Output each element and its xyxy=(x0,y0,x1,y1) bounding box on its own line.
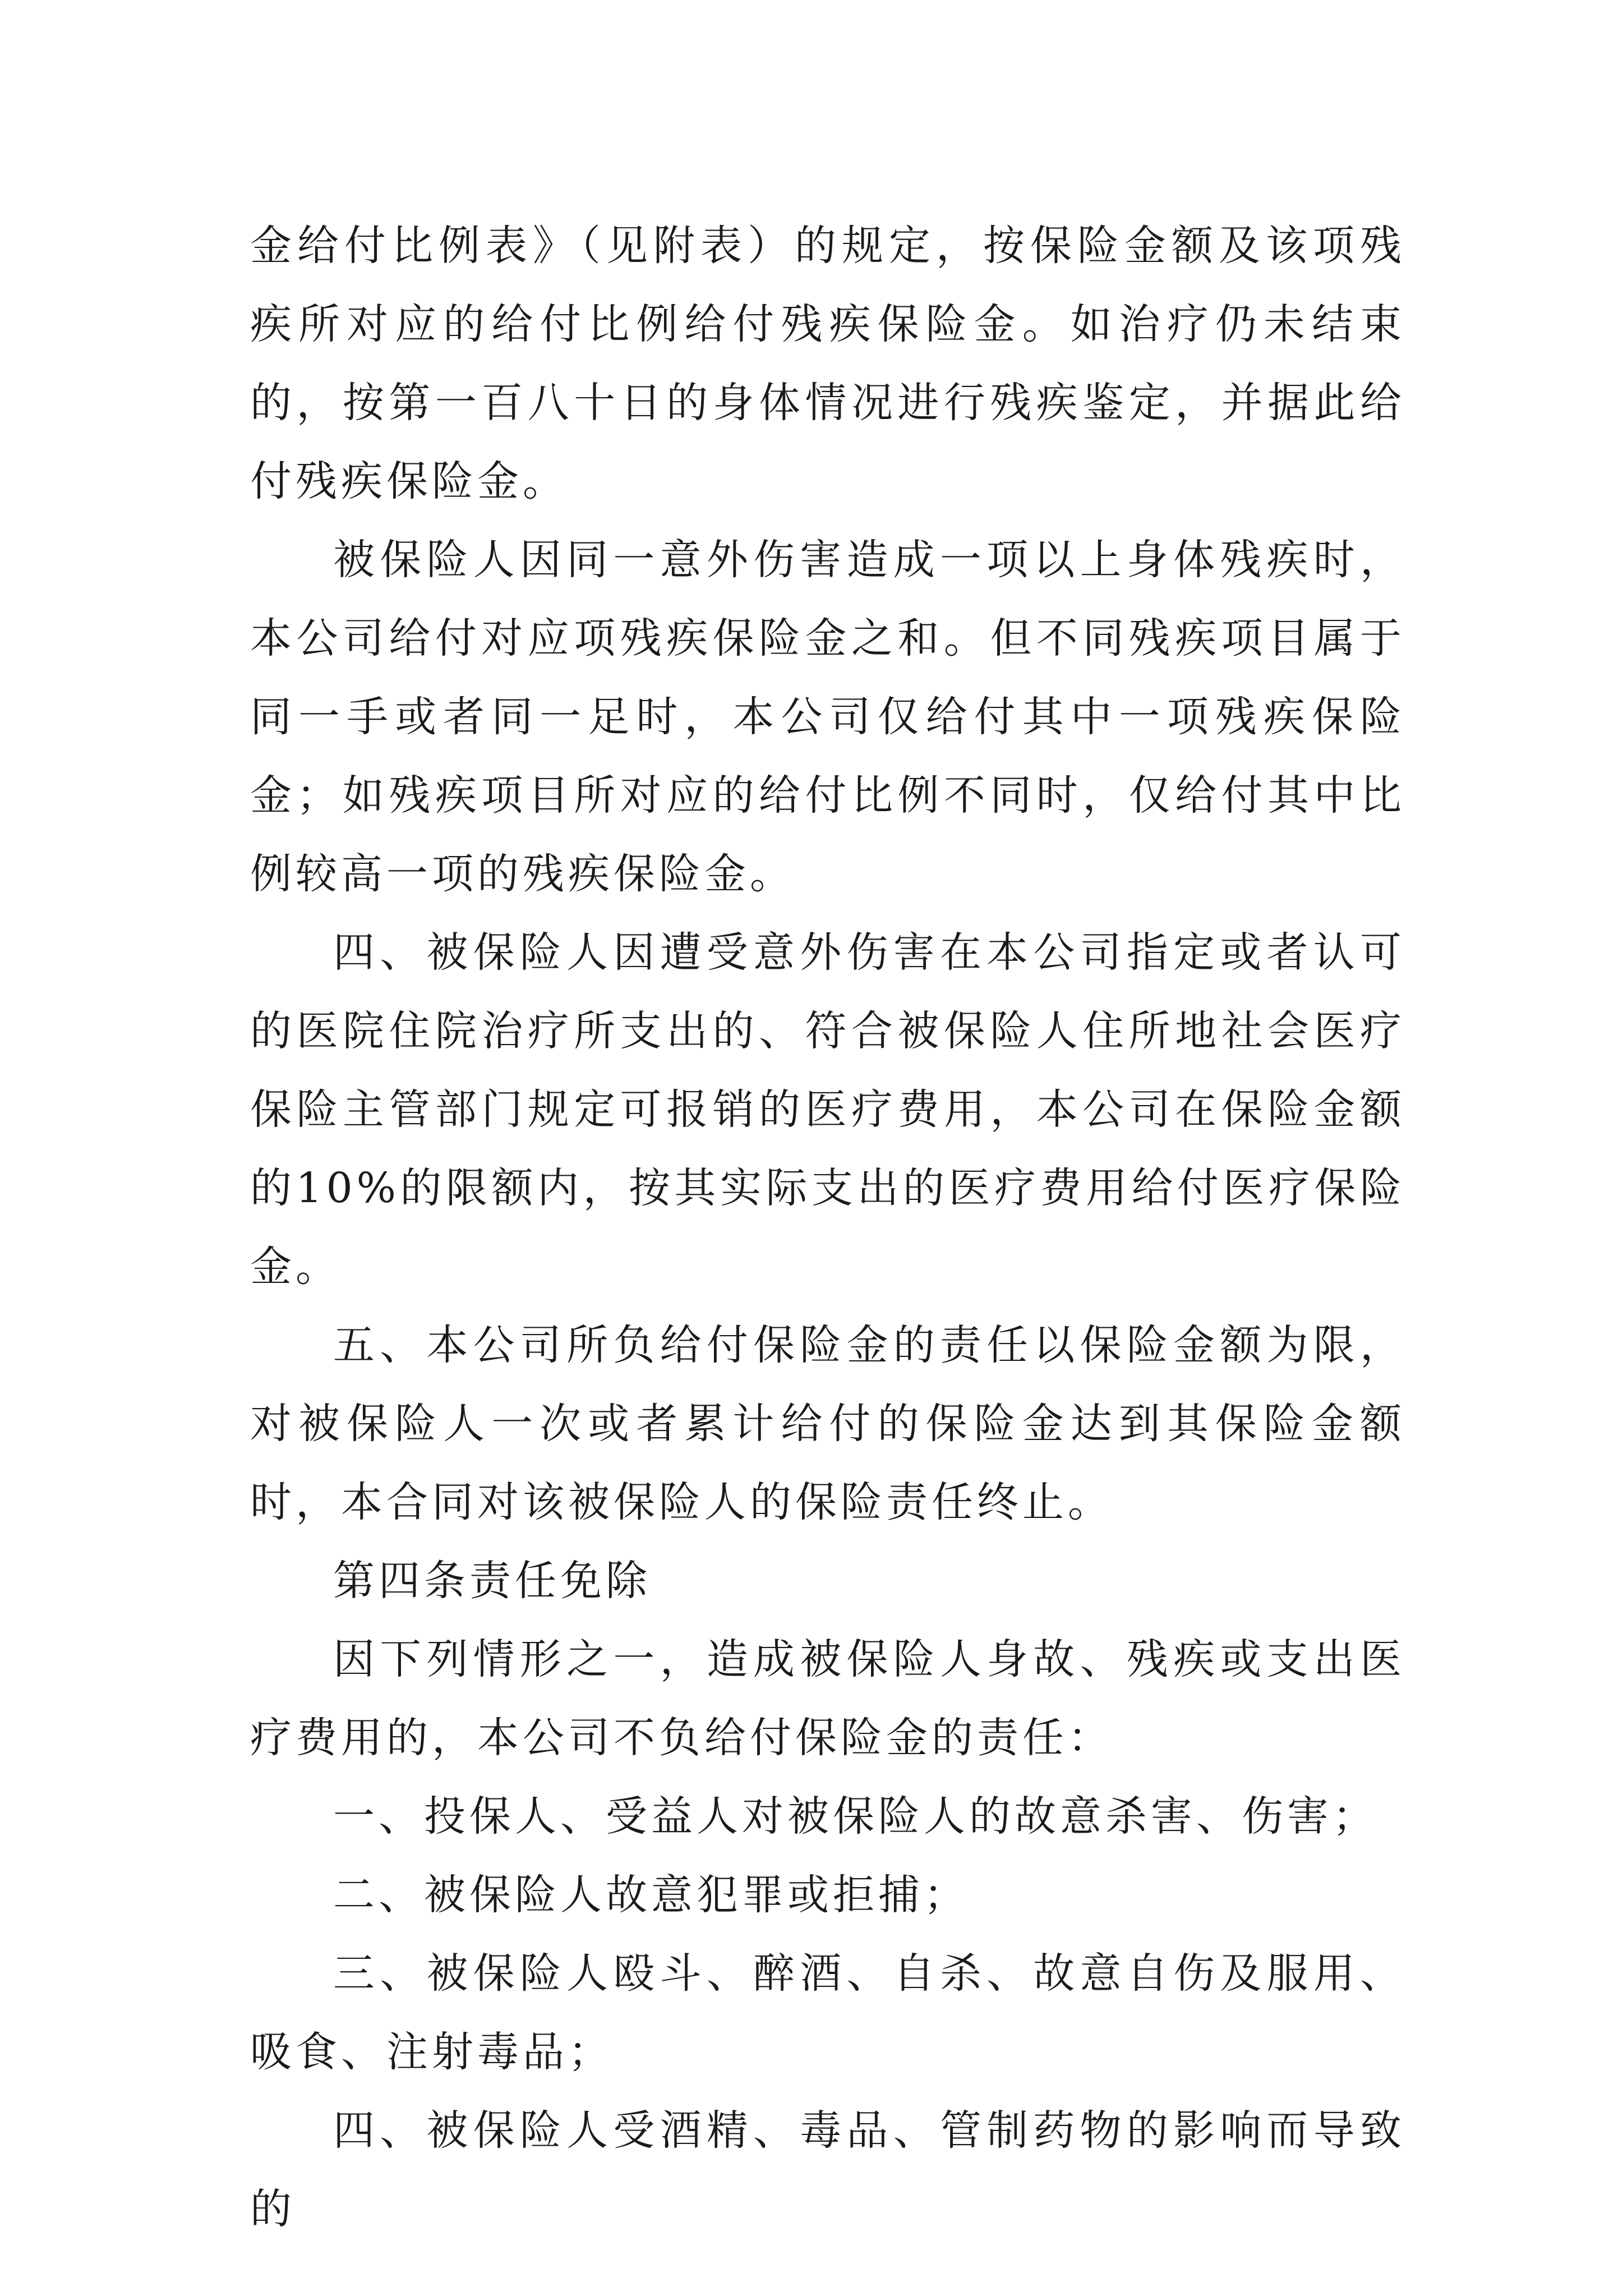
paragraph-continuation: 金给付比例表》（见附表）的规定，按保险金额及该项残疾所对应的给付比例给付残疾保险金。如治疗仍未结束的，按第一百八十日的身体情况进行残疾鉴定，并据此给付残疾保险金。 xyxy=(250,222,1405,505)
section-heading-article-four: 第四条责任免除 xyxy=(333,1557,651,1605)
exclusion-item-three: 三、被保险人殴斗、醉酒、自杀、故意自伤及服用、吸食、注射毒品； xyxy=(250,1949,1405,2076)
paragraph-exclusions-intro: 因下列情形之一，造成被保险人身故、残疾或支出医疗费用的，本公司不负给付保险金的责任： xyxy=(250,1635,1405,1762)
exclusion-item-one: 一、投保人、受益人对被保险人的故意杀害、伤害； xyxy=(333,1792,1378,1841)
paragraph-item-four-medical: 四、被保险人因遭受意外伤害在本公司指定或者认可的医院住院治疗所支出的、符合被保险人住所地社会医疗保险主管部门规定可报销的医疗费用，本公司在保险金额的10%的限额内，按其实际支出的医疗费用给付医疗保险金。 xyxy=(250,928,1405,1291)
exclusion-item-four: 四、被保险人受酒精、毒品、管制药物的影响而导致的 xyxy=(250,2106,1405,2233)
paragraph-multiple-disabilities: 被保险人因同一意外伤害造成一项以上身体残疾时，本公司给付对应项残疾保险金之和。但不同残疾项目属于同一手或者同一足时，本公司仅给付其中一项残疾保险金；如残疾项目所对应的给付比例不同时，仅给付其中比例较高一项的残疾保险金。 xyxy=(250,536,1405,898)
exclusion-item-two: 二、被保险人故意犯罪或拒捕； xyxy=(333,1871,969,1919)
paragraph-item-five-limit: 五、本公司所负给付保险金的责任以保险金额为限，对被保险人一次或者累计给付的保险金达到其保险金额时，本合同对该被保险人的保险责任终止。 xyxy=(250,1321,1405,1526)
document-body xyxy=(250,206,1405,2248)
